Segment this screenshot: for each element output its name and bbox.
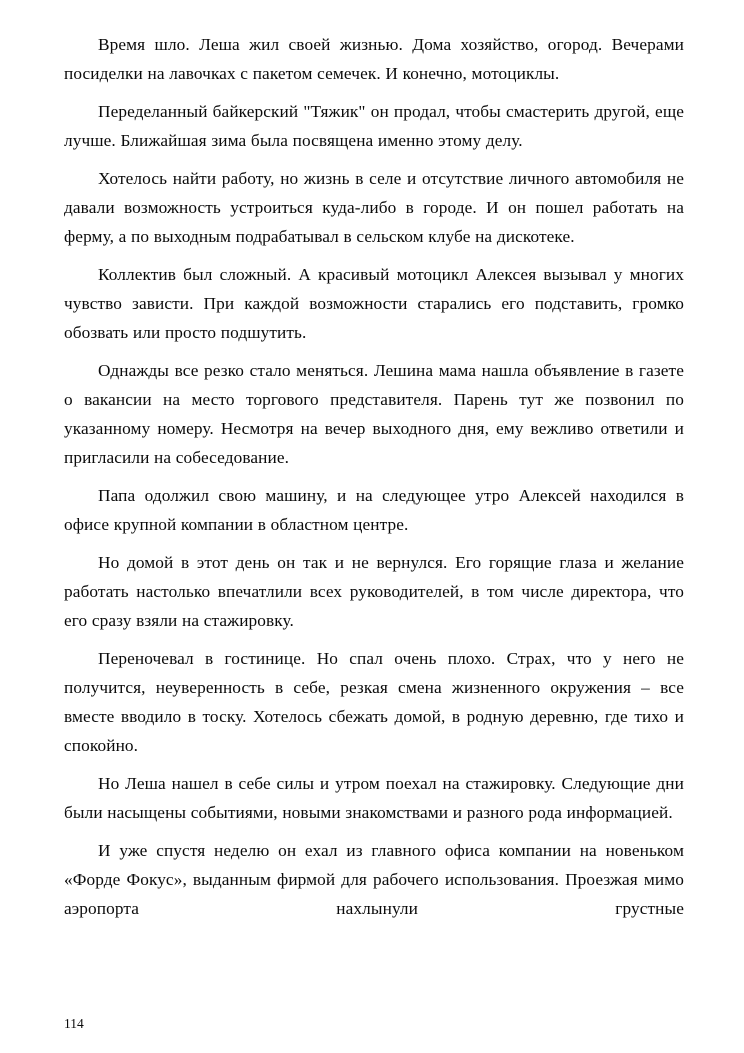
paragraph-1: Время шло. Леша жил своей жизнью. Дома хозяйство, огород. Вечерами посиделки на лавочках с пакетом семечек. И конечно, мотоциклы. <box>64 35 684 83</box>
paragraph-7: Но домой в этот день он так и не вернулся. Его горящие глаза и желание работать настолько впечатлили всех руководителей, в том числе директора, что его сразу взяли на стажировку. <box>64 553 684 630</box>
paragraph-8: Переночевал в гостинице. Но спал очень плохо. Страх, что у него не получится, неуверенность в себе, резкая смена жизненного окружения – все вместе вводило в тоску. Хотелось сбежать домой, в родную деревню, где тихо и спокойно. <box>64 649 684 755</box>
paragraph-2: Переделанный байкерский "Тяжик" он продал, чтобы смастерить другой, еще лучше. Ближайшая зима была посвящена именно этому делу. <box>64 102 684 150</box>
body-text-column <box>64 30 684 932</box>
paragraph-9: Но Леша нашел в себе силы и утром поехал на стажировку. Следующие дни были насыщены событиями, новыми знакомствами и разного рода информацией. <box>64 774 684 822</box>
paragraph-4: Коллектив был сложный. А красивый мотоцикл Алексея вызывал у многих чувство зависти. При каждой возможности старались его подставить, громко обозвать или просто подшутить. <box>64 265 684 342</box>
paragraph-3: Хотелось найти работу, но жизнь в селе и отсутствие личного автомобиля не давали возможность устроиться куда-либо в городе. И он пошел работать на ферму, а по выходным подрабатывал в сельском клубе на дискотеке. <box>64 169 684 246</box>
paragraph-6: Папа одолжил свою машину, и на следующее утро Алексей находился в офисе крупной компании в областном центре. <box>64 486 684 534</box>
paragraph-10: И уже спустя неделю он ехал из главного офиса компании на новеньком «Форде Фокус», выданным фирмой для рабочего использования. Проезжая мимо аэропорта нахлынули грустные <box>64 841 684 918</box>
paragraph-5: Однажды все резко стало меняться. Лешина мама нашла объявление в газете о вакансии на место торгового представителя. Парень тут же позвонил по указанному номеру. Несмотря на вечер выходного дня, ему вежливо ответили и пригласили на собеседование. <box>64 361 684 467</box>
page-number: 114 <box>64 1016 84 1031</box>
